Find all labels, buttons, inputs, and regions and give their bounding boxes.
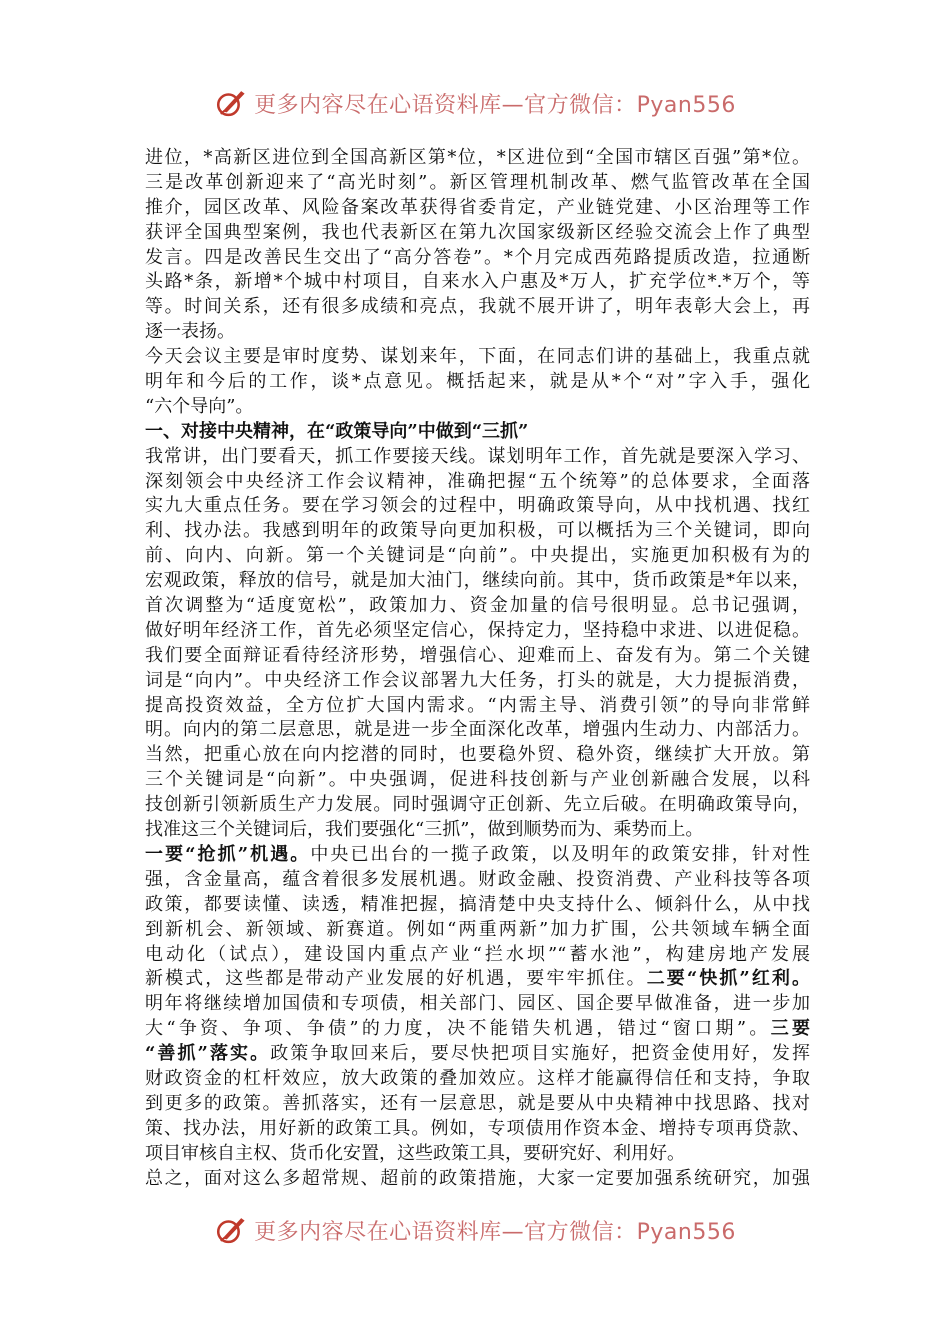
text-line: 到更多的政策。善抓落实，还有一层意思，就是要从中央精神中找思路、找对 (145, 1092, 810, 1114)
text-line: 明年将继续增加国债和专项债，相关部门、园区、国企要早做准备，进一步加 (145, 993, 810, 1015)
header-banner (0, 78, 950, 128)
text-line: 强，含金量高，蕴含着很多发展机遇。财政金融、投资消费、产业科技等各项 (145, 868, 810, 890)
text-line: 电动化（试点），建设国内重点产业“拦水坝”“蓄水池”，构建房地产发展 (145, 943, 810, 965)
text-line: 获评全国典型案例，我也代表新区在第九次国家级新区经验交流会上作了典型 (145, 221, 810, 243)
text-line: 逐一表扬。 (145, 321, 235, 343)
text-line: 前、向内、向新。第一个关键词是“向前”。中央提出，实施更加积极有为的 (145, 545, 810, 567)
text-line: 做好明年经济工作，首先必须坚定信心，保持定力，坚持稳中求进、以进促稳。 (145, 619, 810, 641)
text-line: 总之，面对这么多超常规、超前的政策措施，大家一定要加强系统研究，加强 (145, 1167, 810, 1189)
section-heading: 一、对接中央精神，在“政策导向”中做到“三抓” (145, 420, 529, 442)
text-line: 技创新引领新质生产力发展。同时强调守正创新、先立后破。在明确政策导向， (145, 794, 810, 816)
text-line: 大“争资、争项、争债”的力度，决不能错失机遇，错过“窗口期”。三要 (145, 1018, 810, 1040)
text-line: 利、找办法。我感到明年的政策导向更加积极，可以概括为三个关键词，即向 (145, 520, 810, 542)
text-line: 我常讲，出门要看天，抓工作要接天线。谋划明年工作，首先就是要深入学习、 (145, 445, 810, 467)
text-line: 宏观政策，释放的信号，就是加大油门，继续向前。其中，货币政策是*年以来， (145, 570, 810, 592)
header-banner-text: 更多内容尽在心语资料库—官方微信：Pyan556 (254, 92, 736, 118)
bold-lead: 三要 (770, 1018, 810, 1040)
text-line: 发言。四是改善民生交出了“高分答卷”。*个月完成西苑路提质改造，拉通断 (145, 246, 810, 268)
quill-pen-icon (214, 1213, 248, 1247)
text-line: 等。时间关系，还有很多成绩和亮点，我就不展开讲了，明年表彰大会上，再 (145, 296, 810, 318)
text-line: 三个关键词是“向新”。中央强调，促进科技创新与产业创新融合发展，以科 (145, 769, 810, 791)
document-body (145, 146, 810, 1191)
text-line: 明年和今后的工作，谈*点意见。概括起来，就是从*个“对”字入手，强化 (145, 371, 810, 393)
text-line: 政策，都要读懂、读透，精准把握，搞清楚中央支持什么、倾斜什么，从中找 (145, 893, 810, 915)
text-line: “善抓”落实。政策争取回来后，要尽快把项目实施好，把资金使用好，发挥 (145, 1043, 810, 1065)
text-line: 实九大重点任务。要在学习领会的过程中，明确政策导向，从中找机遇、找红 (145, 495, 810, 517)
text-line: 头路*条，新增*个城中村项目，自来水入户惠及*万人，扩充学位*.*万个，等 (145, 271, 810, 293)
text-line: 提高投资效益，全方位扩大国内需求。“内需主导、消费引领”的导向非常鲜 (145, 694, 810, 716)
text-line: 深刻领会中央经济工作会议精神，准确把握“五个统筹”的总体要求，全面落 (145, 470, 810, 492)
footer-banner-text: 更多内容尽在心语资料库—官方微信：Pyan556 (254, 1219, 736, 1245)
text-line: 到新机会、新领域、新赛道。例如“两重两新”加力扩围，公共领域车辆全面 (145, 918, 810, 940)
text-line: 首次调整为“适度宽松”，政策加力、资金加量的信号很明显。总书记强调， (145, 595, 810, 617)
text-line: 一要“抢抓”机遇。中央已出台的一揽子政策，以及明年的政策安排，针对性 (145, 843, 810, 865)
text-line: 今天会议主要是审时度势、谋划来年，下面，在同志们讲的基础上，我重点就 (145, 346, 810, 368)
bold-lead: “善抓”落实。 (145, 1043, 271, 1065)
text-line: 策、找办法，用好新的政策工具。例如，专项债用作资本金、增持专项再贷款、 (145, 1117, 810, 1139)
footer-banner (0, 1205, 950, 1255)
text-line: 进位，*高新区进位到全国高新区第*位，*区进位到“全国市辖区百强”第*位。 (145, 147, 810, 168)
text-line: 财政资金的杠杆效应，放大政策的叠加效应。这样才能赢得信任和支持，争取 (145, 1067, 810, 1089)
bold-lead: 二要“快抓”红利。 (646, 968, 810, 990)
quill-pen-icon (214, 86, 248, 120)
text-line: 当然，把重心放在向内挖潜的同时，也要稳外贸、稳外资，继续扩大开放。第 (145, 744, 810, 766)
text-line: 推介，园区改革、风险备案改革获得省委肯定，产业链党建、小区治理等工作 (145, 196, 810, 218)
text-line: 找准这三个关键词后，我们要强化“三抓”，做到顺势而为、乘势而上。 (145, 819, 704, 841)
text-line: 我们要全面辩证看待经济形势，增强信心、迎难而上、奋发有为。第二个关键 (145, 644, 810, 666)
text-line: 词是“向内”。中央经济工作会议部署九大任务，打头的就是，大力提振消费， (145, 669, 810, 691)
text-line: 三是改革创新迎来了“高光时刻”。新区管理机制改革、燃气监管改革在全国 (145, 171, 810, 193)
bold-lead: 一要“抢抓”机遇。 (145, 843, 311, 865)
text-line: “六个导向”。 (145, 395, 254, 417)
text-line: 新模式，这些都是带动产业发展的好机遇，要牢牢抓住。二要“快抓”红利。 (145, 968, 810, 990)
text-line: 项目审核自主权、货币化安置，这些政策工具，要研究好、利用好。 (145, 1142, 685, 1164)
text-line: 明。向内的第二层意思，就是进一步全面深化改革，增强内生动力、内部活力。 (145, 719, 810, 741)
